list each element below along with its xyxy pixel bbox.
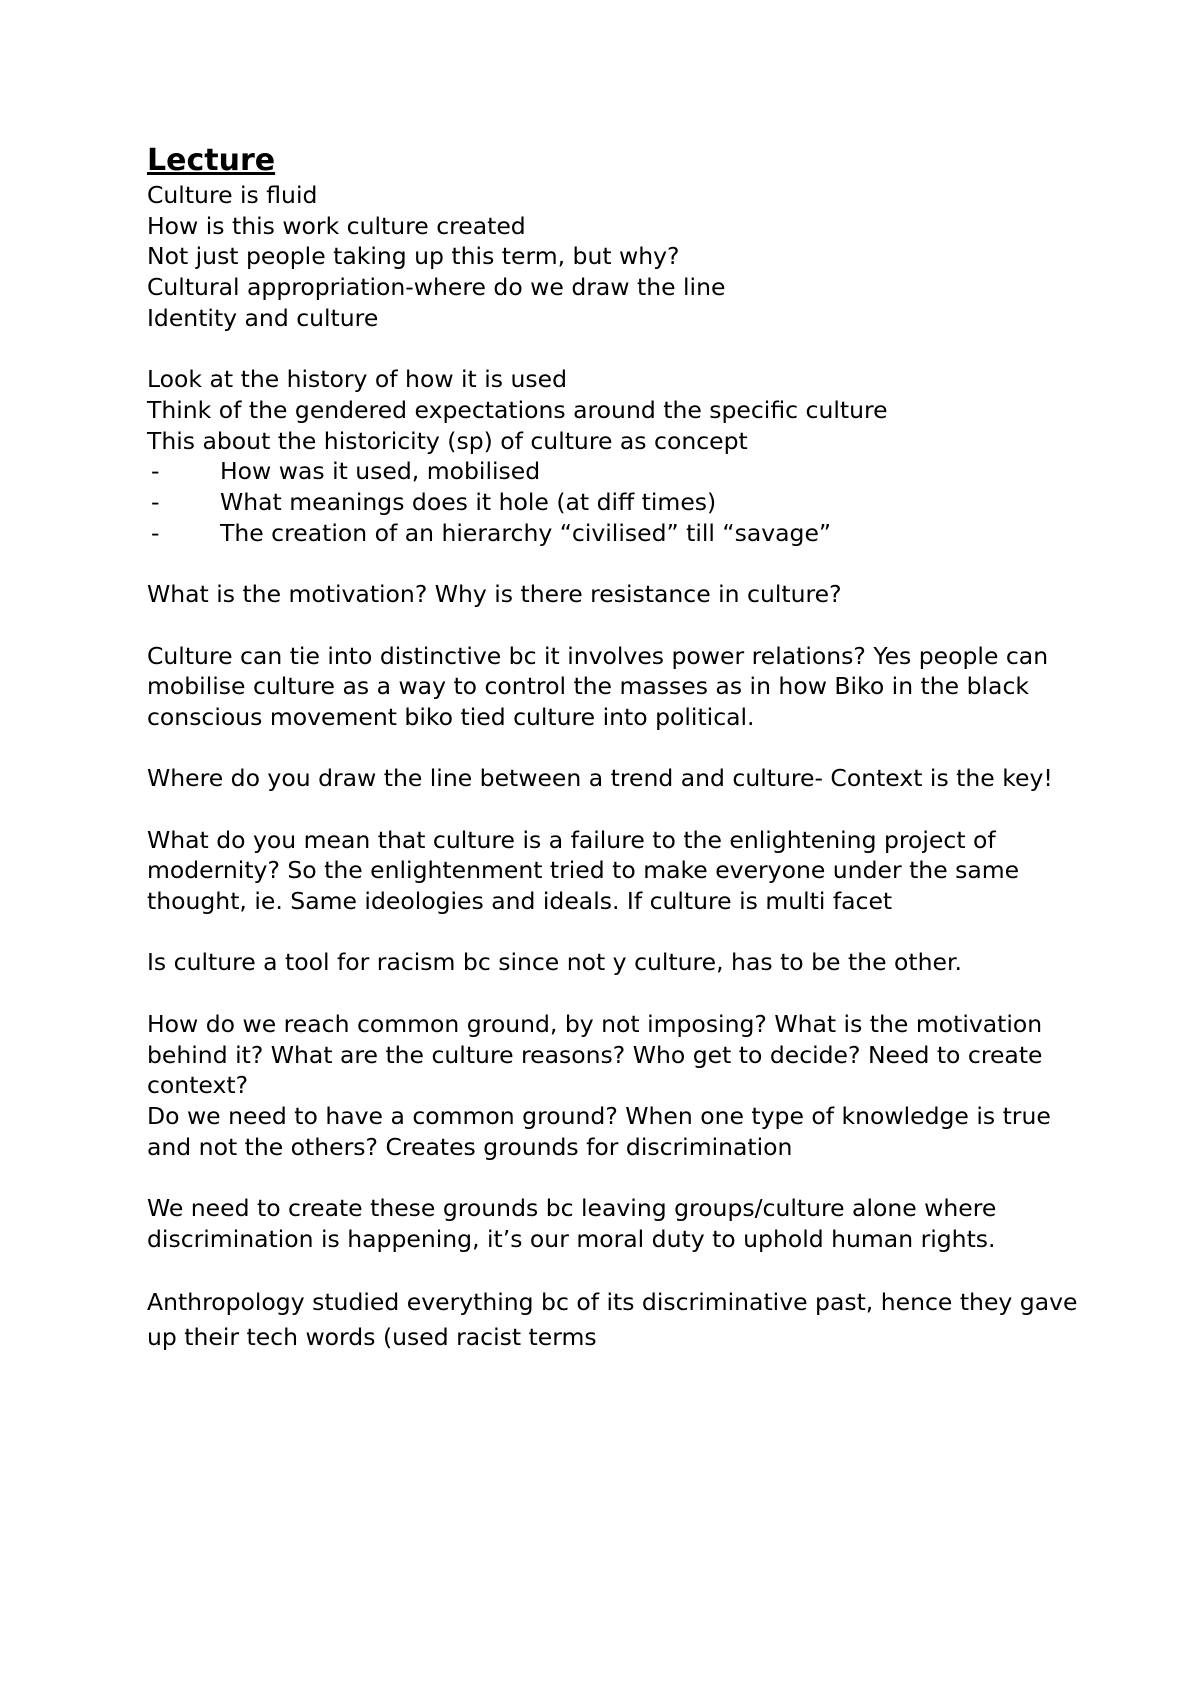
history-section xyxy=(147,364,1097,456)
spacer xyxy=(147,1254,1097,1285)
history-line: This about the historicity (sp) of culture as concept xyxy=(147,426,748,455)
intro-line: How is this work culture created xyxy=(147,211,526,240)
spacer xyxy=(147,794,1097,825)
paragraph-motivation: What is the motivation? Why is there resistance in culture? xyxy=(147,580,842,609)
bullet-marker: - xyxy=(151,457,160,486)
intro-line: Culture is fluid xyxy=(147,181,318,209)
paragraph-racism: Is culture a tool for racism bc since not y culture, has to be the other. xyxy=(147,948,962,977)
paragraph-common-ground-need: Do we need to have a common ground? When one type of knowledge is true and not the others? Creates grounds for discrimination xyxy=(147,1101,1051,1161)
bullet-text: How was it used, mobilised xyxy=(220,457,541,486)
bullet-list xyxy=(147,456,1097,548)
spacer xyxy=(147,733,1097,764)
document-page xyxy=(147,142,1097,1355)
paragraph-common-ground: How do we reach common ground, by not imposing? What is the motivation behind it? What are the culture reasons? Who get to decide? Need to create context? xyxy=(147,1009,1043,1100)
intro-line: Not just people taking up this term, but why? xyxy=(147,242,680,271)
bullet-item xyxy=(147,456,1097,487)
bullet-text: The creation of an hierarchy “civilised” till “savage” xyxy=(220,518,832,547)
bullet-marker: - xyxy=(151,518,160,547)
bullet-text: What meanings does it hole (at diff times) xyxy=(220,488,717,517)
spacer xyxy=(147,610,1097,641)
history-line: Think of the gendered expectations around the specific culture xyxy=(147,395,888,424)
bullet-marker: - xyxy=(151,488,160,517)
paragraph-anthropology: Anthropology studied everything bc of its discriminative past, hence they gave up their tech words (used racist terms xyxy=(147,1288,1078,1352)
spacer xyxy=(147,1162,1097,1193)
bullet-item xyxy=(147,487,1097,518)
spacer xyxy=(147,978,1097,1009)
paragraph-power-relations: Culture can tie into distinctive bc it involves power relations? Yes people can mobilise culture as a way to control the masses as in how Biko in the black conscious movement biko tied culture into political. xyxy=(147,641,1049,731)
intro-line: Cultural appropriation-where do we draw the line xyxy=(147,273,726,302)
paragraph-enlightenment: What do you mean that culture is a failure to the enlightening project of modernity? So the enlightenment tried to make everyone under the same thought, ie. Same ideologies and ideals. If culture is multi facet xyxy=(147,825,1020,916)
document-title: Lecture xyxy=(147,143,276,178)
paragraph-moral-duty: We need to create these grounds bc leaving groups/culture alone where discrimination is happening, it’s our moral duty to uphold human rights. xyxy=(147,1194,997,1253)
spacer xyxy=(147,548,1097,579)
bullet-item xyxy=(147,518,1097,549)
paragraph-trend-culture: Where do you draw the line between a trend and culture- Context is the key! xyxy=(147,764,1053,793)
intro-section xyxy=(147,180,1097,334)
intro-line: Identity and culture xyxy=(147,303,379,332)
spacer xyxy=(147,334,1097,365)
spacer xyxy=(147,917,1097,948)
history-line: Look at the history of how it is used xyxy=(147,365,567,394)
